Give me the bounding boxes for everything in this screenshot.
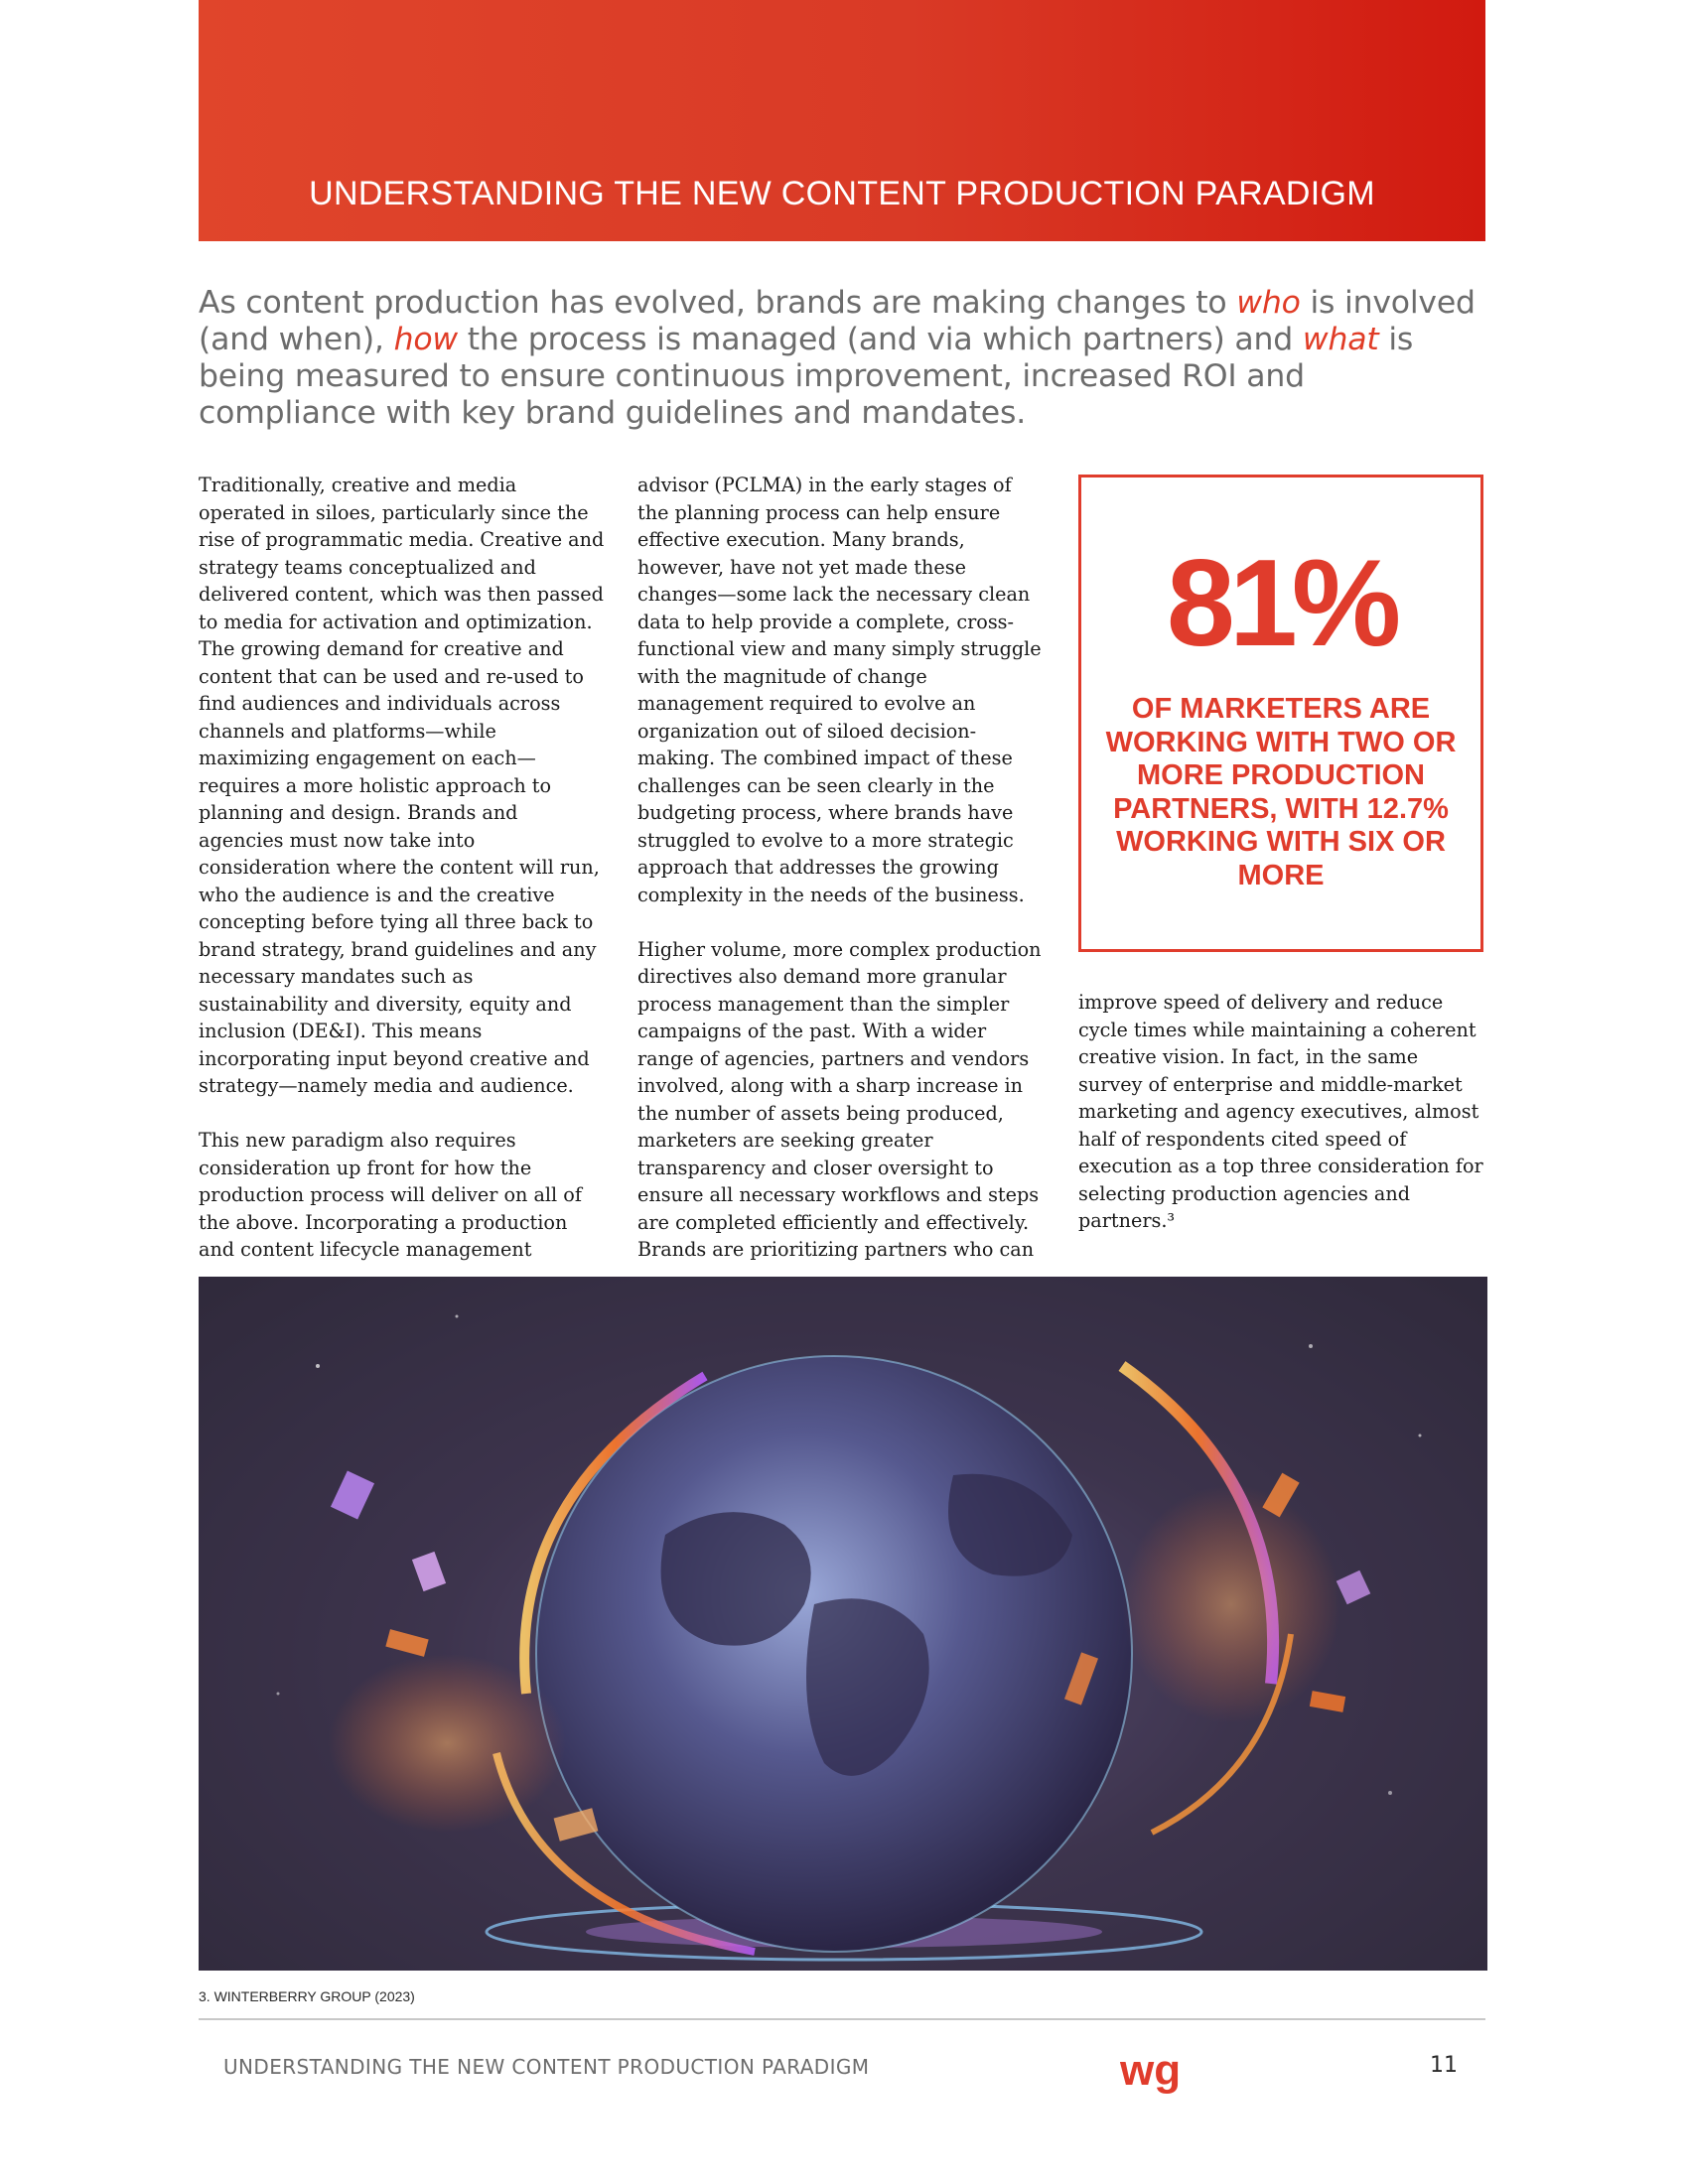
intro-text: As content production has evolved, brands are making changes to (199, 285, 1237, 321)
stat-callout (1078, 475, 1483, 952)
body-paragraph: Traditionally, creative and media operated in siloes, particularly since the rise of programmatic media. Creative and strategy teams conceptualized and delivered content, which was then passed to media for activation and optimization. The growing demand for creative and content that can be used and re-used to find audiences and individuals across channels and platforms—while maximizing engagement on each—requires a more holistic approach to planning and design. Brands and agencies must now take into consideration where the content will run, who the audience is and the creative concepting before tying all three back to brand strategy, brand guidelines and any necessary mandates such as sustainability and diversity, equity and inclusion (DE&I). This means incorporating input beyond creative and strategy—namely media and audience. (199, 474, 605, 1097)
logo-text: wg (1120, 2051, 1182, 2095)
page-number: 11 (1430, 2053, 1458, 2078)
hero-image (199, 1277, 1487, 1971)
footer-title: UNDERSTANDING THE NEW CONTENT PRODUCTION PARADIGM (223, 2055, 870, 2079)
footer-divider (199, 2018, 1485, 2020)
intro-highlight-what: what (1302, 322, 1379, 357)
glowing-globe-illustration-icon (199, 1277, 1487, 1971)
wg-logo-icon (1120, 2051, 1188, 2103)
intro-paragraph (199, 285, 1489, 432)
intro-text: is involved (and when), (199, 285, 1476, 357)
body-paragraph: Higher volume, more complex production directives also demand more granular process management than the simpler campaigns of the past. With a wider range of agencies, partners and vendors involved, along with a sharp increase in the number of assets being produced, marketers are seeking greater transparency and closer oversight to ensure all necessary workflows and steps are completed efficiently and effectively. Brands are prioritizing partners who can (637, 937, 1042, 1261)
intro-highlight-how: how (393, 322, 458, 357)
footnote: 3. WINTERBERRY GROUP (2023) (199, 1988, 415, 2004)
body-column-1 (199, 472, 608, 1291)
body-column-3 (1078, 989, 1485, 1262)
body-paragraph: advisor (PCLMA) in the early stages of the planning process can help ensure effective execution. Many brands, however, have not yet made these changes—some lack the necessary clean data to help provide a complete, cross-functional view and many simply struggle with the magnitude of change management required to evolve an organization out of siloed decision-making. The combined impact of these challenges can be seen clearly in the budgeting process, where brands have struggled to evolve to a more strategic approach that addresses the growing complexity in the needs of the business. (637, 474, 1042, 906)
body-column-2 (637, 472, 1047, 1291)
page-title: UNDERSTANDING THE NEW CONTENT PRODUCTION PARADIGM (309, 175, 1375, 212)
body-paragraph: This new paradigm also requires consideration up front for how the production process will deliver on all of the above. Incorporating a production and content lifecycle management (199, 1129, 582, 1261)
intro-text: the process is managed (and via which partners) and (457, 322, 1303, 357)
intro-highlight-who: who (1236, 285, 1301, 321)
stat-number: 81% (1166, 535, 1396, 672)
intro-text: is being measured to ensure continuous improvement, increased ROI and compliance with key brand guidelines and mandates. (199, 322, 1414, 431)
header-banner (199, 0, 1485, 241)
body-paragraph: improve speed of delivery and reduce cycle times while maintaining a coherent creative vision. In fact, in the same survey of enterprise and middle-market marketing and agency executives, almost half of respondents cited speed of execution as a top three consideration for selecting production agencies and partners.³ (1078, 991, 1483, 1232)
stat-caption: OF MARKETERS ARE WORKING WITH TWO OR MORE PRODUCTION PARTNERS, WITH 12.7% WORKING WITH SIX OR MORE (1105, 693, 1457, 891)
